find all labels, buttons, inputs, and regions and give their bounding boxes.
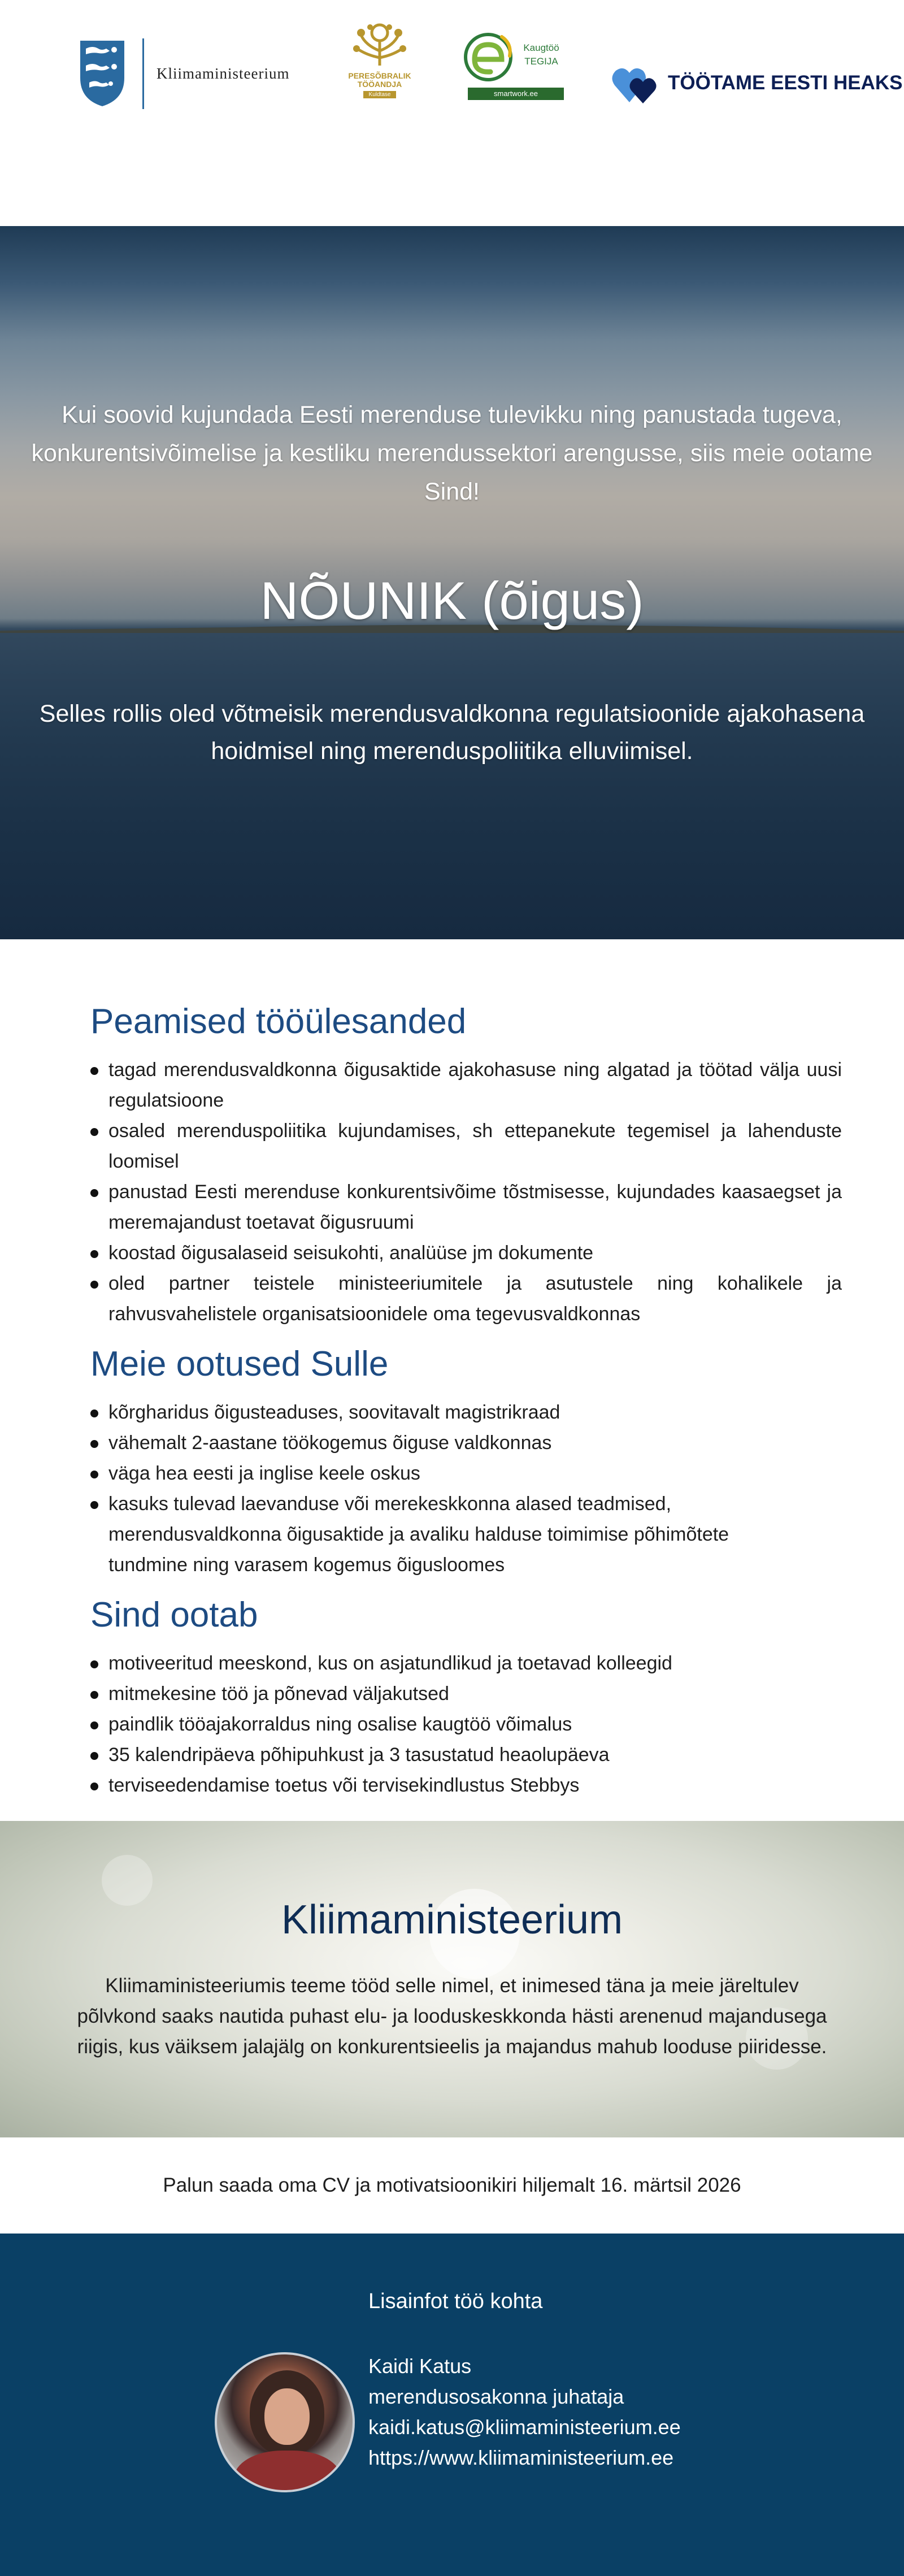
section-requirements [90, 1342, 842, 1580]
job-description [0, 939, 904, 1821]
contact-website-link[interactable]: https://www.kliimaministeerium.ee [368, 2446, 674, 2469]
section-title: Peamised tööülesanded [90, 1002, 467, 1041]
contact-details [368, 2351, 681, 2473]
smartwork-ribbon: smartwork.ee [468, 88, 564, 100]
list-item: kõrgharidus õigusteaduses, soovitavalt magistrikraad [90, 1397, 842, 1428]
kaugtoo-e-icon [462, 31, 519, 85]
ministry-band [0, 1821, 904, 2137]
hero-subtitle: Selles rollis oled võtmeisik merendusvaldkonna regulatsioonide ajakohasena hoidmisel ning merenduspoliitika elluviimisel. [39, 700, 865, 765]
contact-section [0, 2234, 904, 2576]
contact-role: merendusosakonna juhataja [368, 2385, 624, 2408]
job-title: NÕUNIK (õigus) [260, 571, 644, 630]
contact-name: Kaidi Katus [368, 2354, 472, 2378]
kliimaministeerium-logo-text: Kliimaministeerium [157, 64, 290, 82]
family-tree-icon [349, 23, 411, 67]
contact-email-link[interactable]: kaidi.katus@kliimaministeerium.ee [368, 2415, 681, 2439]
kaugtoo-tegija-logo [462, 31, 564, 116]
deadline-text: Palun saada oma CV ja motivatsioonikiri hiljemalt 16. märtsil 2026 [163, 2174, 741, 2196]
logo-divider [142, 38, 144, 109]
ministry-title: Kliimaministeerium [281, 1897, 623, 1942]
logo-header [0, 0, 904, 226]
application-deadline [0, 2137, 904, 2234]
benefits-list [90, 1648, 842, 1801]
tootame-eesti-heaks-text: TÖÖTAME EESTI HEAKS [668, 72, 903, 94]
contact-avatar [215, 2352, 355, 2492]
section-title: Sind ootab [90, 1595, 258, 1634]
kuldtase-ribbon: Kuldtase [363, 91, 397, 98]
list-item: motiveeritud meeskond, kus on asjatundlikud ja toetavad kolleegid [90, 1648, 842, 1679]
tootame-eesti-heaks-logo [611, 41, 903, 125]
hearts-icon [611, 60, 660, 106]
kaugtoo-tegija-text: Kaugtöö TEGIJA [523, 42, 559, 67]
section-benefits [90, 1593, 842, 1801]
peresobralik-tooandja-text: PERESÕBRALIK TÖÖANDJA [348, 71, 411, 89]
estonian-coat-of-arms-icon [78, 38, 127, 109]
list-item: oled partner teistele ministeeriumitele ja asutustele ning kohalikele ja rahvusvahelistele organisatsioonidele oma tegevusvaldkonnas [90, 1268, 842, 1329]
task-list [90, 1055, 842, 1329]
requirements-list [90, 1397, 842, 1580]
list-item: panustad Eesti merenduse konkurentsivõime tõstmisesse, kujundades kaasaegset ja meremajandust toetavat õigusruumi [90, 1177, 842, 1238]
list-item: osaled merenduspoliitika kujundamises, sh ettepanekute tegemisel ja lahenduste loomisel [90, 1116, 842, 1177]
list-item: paindlik tööajakorraldus ning osalise kaugtöö võimalus [90, 1709, 842, 1740]
list-item: koostad õigusalaseid seisukohti, analüüse jm dokumente [90, 1238, 842, 1268]
section-main-tasks [90, 999, 842, 1329]
section-title: Meie ootused Sulle [90, 1345, 389, 1384]
avatar-face [264, 2388, 310, 2445]
list-item: tagad merendusvaldkonna õigusaktide ajakohasuse ning algatad ja töötad välja uusi regulatsioone [90, 1055, 842, 1116]
list-item: väga hea eesti ja inglise keele oskus [90, 1458, 842, 1489]
list-item: terviseedendamise toetus või tervisekindlustus Stebbys [90, 1770, 842, 1801]
avatar-shoulders [234, 2451, 341, 2492]
list-item: vähemalt 2-aastane töökogemus õiguse valdkonnas [90, 1428, 842, 1458]
list-item: mitmekesine töö ja põnevad väljakutsed [90, 1679, 842, 1709]
peresobralik-tooandja-logo [346, 23, 414, 107]
kliimaministeerium-logo [78, 31, 289, 116]
contact-heading: Lisainfot töö kohta [368, 2289, 543, 2313]
ministry-description: Kliimaministeeriumis teeme tööd selle nimel, et inimesed täna ja meie järeltulev põlvkond saaks nautida puhast elu- ja looduskeskkonda hästi arenenud majandusega riigis, kus väiksem jalajälg on konkurentsieelis ja majandus mahub looduse piiridesse. [77, 1975, 827, 2058]
hero-banner [0, 226, 904, 939]
hero-intro-text: Kui soovid kujundada Eesti merenduse tulevikku ning panustada tugeva, konkurentsivõimelise ja kestliku merendussektori arengusse, siis meie ootame Sind! [31, 401, 873, 505]
list-item: kasuks tulevad laevanduse või merekeskkonna alased teadmised, merendusvaldkonna õigusaktide ja avaliku halduse toimimise põhimõtete tundmine ning varasem kogemus õigusloomes [90, 1489, 842, 1580]
list-item: 35 kalendripäeva põhipuhkust ja 3 tasustatud heaolupäeva [90, 1740, 842, 1770]
